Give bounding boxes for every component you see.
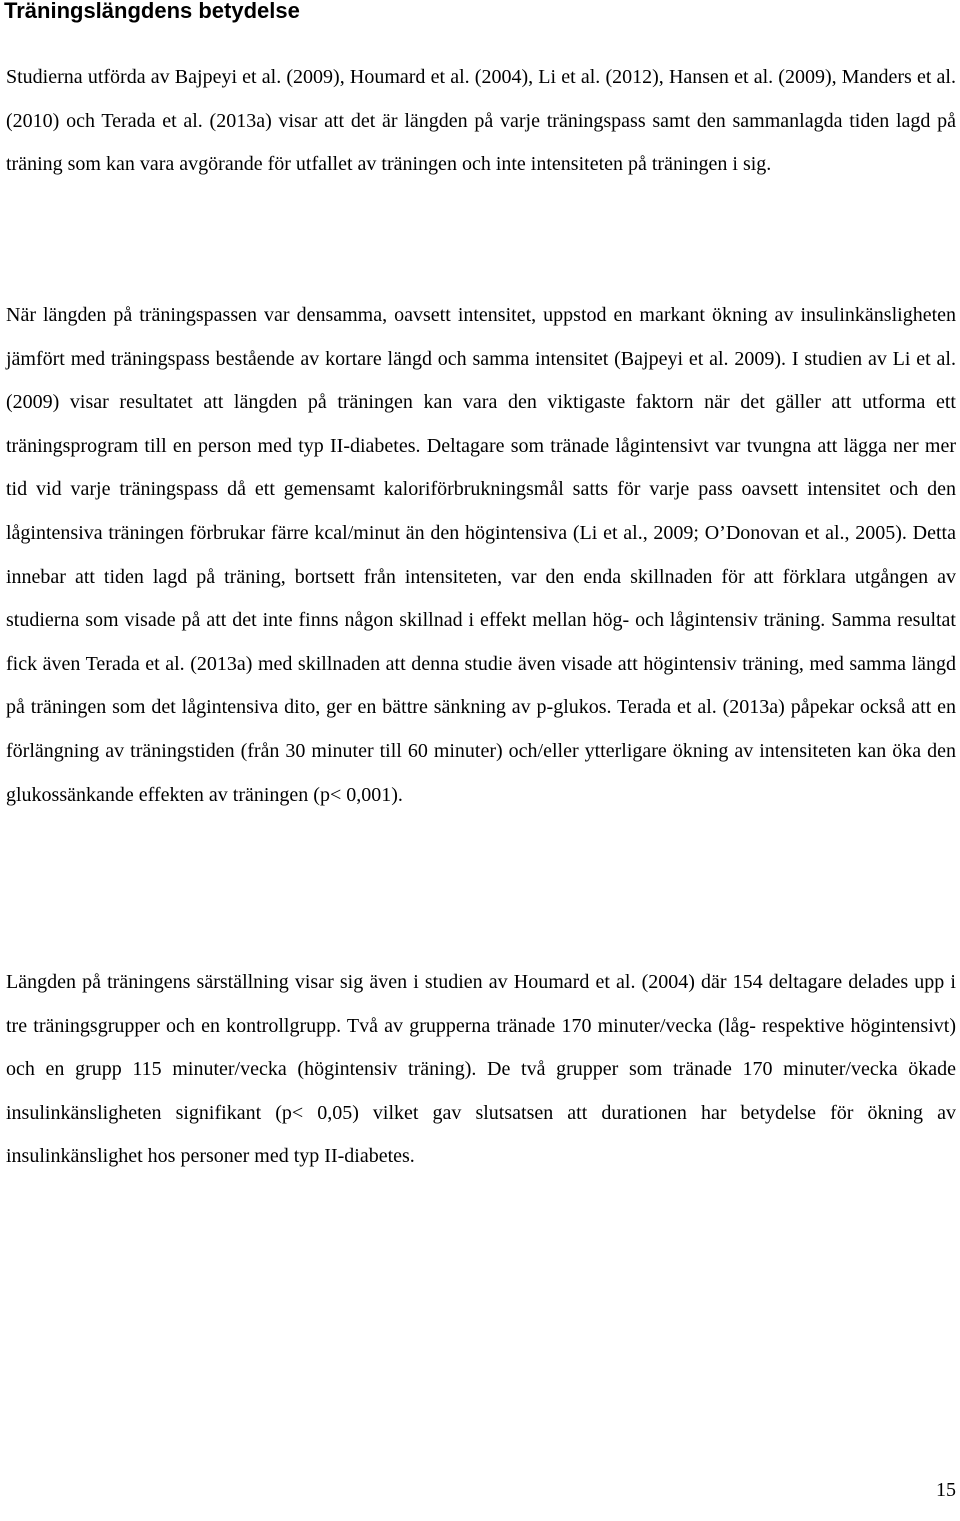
paragraph-houmard-study: Längden på träningens särställning visar sig även i studien av Houmard et al. (2004) där 154 deltagare delades upp i tre träningsgrupper och en kontrollgrupp. Två av grupperna tränade 170 minuter/vecka (låg- respektive högintensivt) och en grupp 115 minuter/vecka (högintensiv träning). De två grupper som tränade 170 minuter/vecka ökade insulinkänsligheten signifikant (p< 0,05) vilket gav slutsatsen att durationen har betydelse för ökning av insulinkänslighet hos personer med typ II-diabetes.: [6, 971, 956, 1168]
paragraph-session-length: När längden på träningspassen var densamma, oavsett intensitet, uppstod en markant ökning av insulinkänsligheten jämfört med träningspass bestående av kortare längd och samma intensitet (Bajpeyi et al. 2009). I studien av Li et al. (2009) visar resultatet att längden på träningen kan vara den viktigaste faktorn när det gäller att utforma ett träningsprogram till en person med typ II-diabetes. Deltagare som tränade lågintensivt var tvungna att lägga ner mer tid vid varje träningspass då ett gemensamt kaloriförbrukningsmål satts för varje pass oavsett intensitet och den lågintensiva träningen förbrukar färre kcal/minut än den högintensiva (Li et al., 2009; O’Donovan et al., 2005). Detta innebar att tiden lagd på träning, bortsett från intensiteten, var den enda skillnaden för att förklara utgången av studierna som visade på att det inte finns någon skillnad i effekt mellan hög- och lågintensiv träning. Samma resultat fick även Terada et al. (2013a) med skillnaden att denna studie även visade att högintensiv träning, med samma längd på träningen som det lågintensiva dito, ger en bättre sänkning av p-glukos. Terada et al. (2013a) påpekar också att en förlängning av träningstiden (från 30 minuter till 60 minuter) och/eller ytterligare ökning av intensiteten kan öka den glukossänkande effekten av träningen (p< 0,001).: [6, 304, 956, 806]
page-number: 15: [936, 1479, 956, 1501]
paragraph-studies-summary: Studierna utförda av Bajpeyi et al. (2009), Houmard et al. (2004), Li et al. (2012), Hansen et al. (2009), Manders et al. (2010) och Terada et al. (2013a) visar att det är längden på varje träningspass samt den sammanlagda tiden lagd på träning som kan vara avgörande för utfallet av träningen och inte intensiteten på träningen i sig.: [6, 66, 956, 176]
section-heading: Träningslängdens betydelse: [4, 0, 300, 23]
